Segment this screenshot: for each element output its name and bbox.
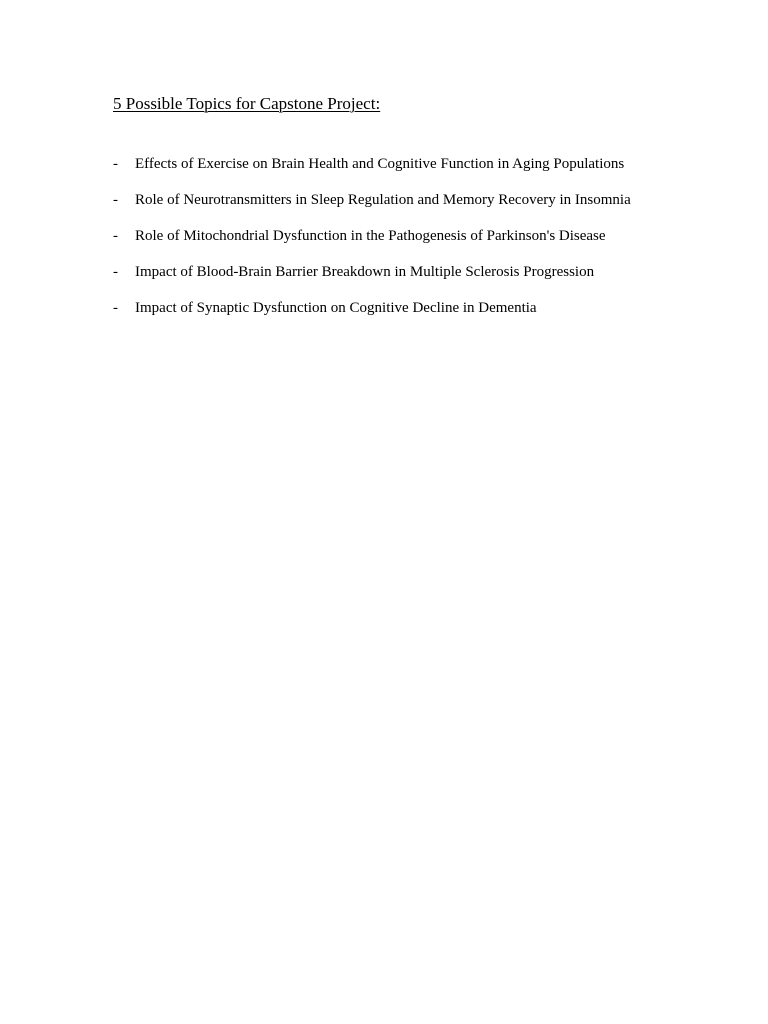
dash-bullet: -	[113, 264, 118, 280]
document-title: 5 Possible Topics for Capstone Project:	[113, 94, 381, 113]
dash-bullet: -	[113, 300, 118, 316]
topic-text-2: Role of Neurotransmitters in Sleep Regulation and Memory Recovery in Insomnia	[135, 192, 631, 208]
dash-bullet: -	[113, 192, 118, 208]
topic-text-3: Role of Mitochondrial Dysfunction in the Pathogenesis of Parkinson's Disease	[135, 228, 606, 244]
topic-text-4: Impact of Blood-Brain Barrier Breakdown in Multiple Sclerosis Progression	[135, 264, 595, 280]
dash-bullet: -	[113, 228, 118, 244]
dash-bullet: -	[113, 156, 118, 172]
topic-text-1: Effects of Exercise on Brain Health and Cognitive Function in Aging Populations	[135, 156, 625, 172]
topic-text-5: Impact of Synaptic Dysfunction on Cognitive Decline in Dementia	[135, 300, 537, 316]
